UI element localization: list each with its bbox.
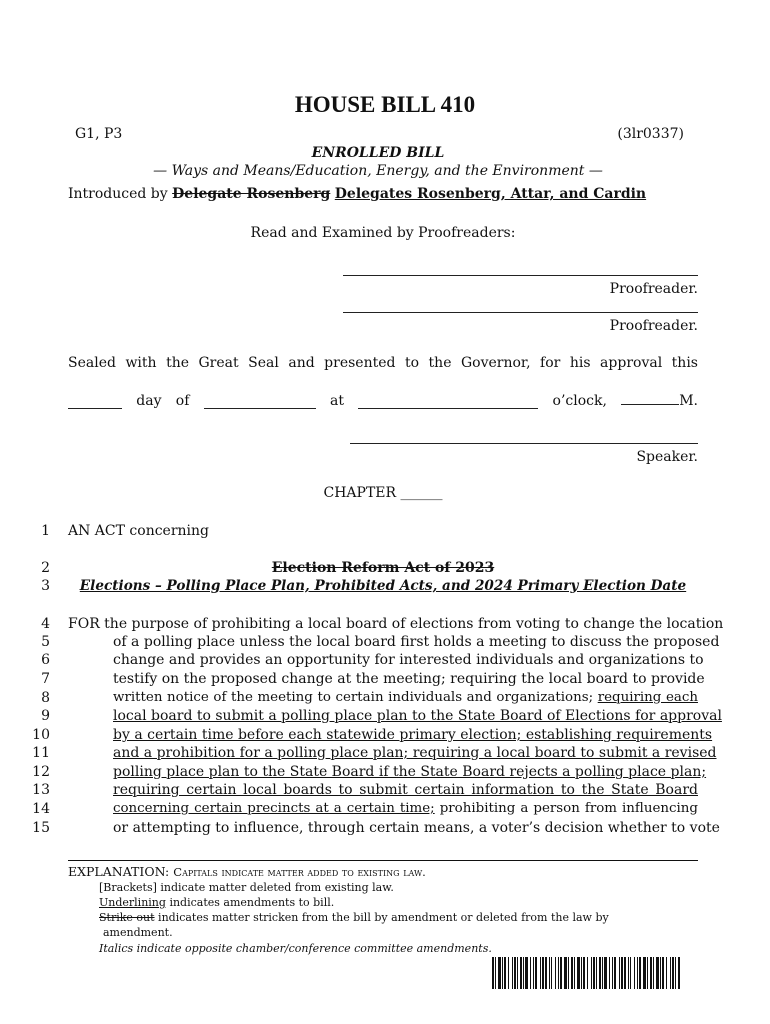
strikeout-desc: indicates matter stricken from the bill by amendment or deleted from the law by <box>158 911 609 924</box>
line-number: 1 <box>41 523 50 539</box>
draft-number: (3lr0337) <box>617 126 684 142</box>
amended-line: local board to submit a polling place plan to the State Board of Elections for approval <box>113 708 722 724</box>
line-number: 6 <box>41 652 50 668</box>
introduced-by-line <box>68 186 646 202</box>
introduced-prefix: Introduced by <box>68 186 168 202</box>
seal-word: for <box>540 355 561 371</box>
line-number: 11 <box>32 745 50 761</box>
seal-word: Seal <box>248 355 279 371</box>
added-sponsors: Delegates Rosenberg, Attar, and Cardin <box>334 186 647 202</box>
month-blank <box>204 396 316 409</box>
purpose-line: or attempting to influence, through certain means, a voter’s decision whether to vote <box>113 820 720 836</box>
explanation-label: EXPLANATION: <box>68 864 170 879</box>
seal-word: this <box>671 355 698 371</box>
day-blank <box>68 396 122 409</box>
amended-line: polling place plan to the State Board if the State Board rejects a polling place plan; <box>113 764 707 780</box>
explanation-strikeout-cont: amendment. <box>103 926 173 939</box>
plain-text: prohibiting a person from influencing <box>439 801 699 816</box>
oclock-label: o’clock, <box>552 393 607 409</box>
time-blank <box>358 396 538 409</box>
line-number: 10 <box>32 727 50 743</box>
seal-word: the <box>428 355 452 371</box>
seal-word: presented <box>324 355 396 371</box>
underlining-desc: indicates amendments to bill. <box>169 896 335 909</box>
purpose-line: change and provides an opportunity for interested individuals and organizations to <box>113 652 704 668</box>
strikeout-word: Strike out <box>99 911 155 924</box>
line-number: 8 <box>41 690 50 706</box>
barcode-icon <box>492 957 680 989</box>
amended-line: requiring certain local boards to submit certain information to the State Board <box>113 782 698 798</box>
struck-short-title: Election Reform Act of 2023 <box>271 560 495 576</box>
enrolled-bill-label: ENROLLED BILL <box>311 145 445 161</box>
seal-word: Great <box>198 355 239 371</box>
purpose-line: testify on the proposed change at the meeting; requiring the local board to provide <box>113 671 705 687</box>
seal-word: Sealed <box>68 355 116 371</box>
purpose-line <box>113 801 698 816</box>
seal-statement <box>68 355 698 371</box>
explanation-italics: Italics indicate opposite chamber/conference committee amendments. <box>99 942 492 955</box>
line-number: 12 <box>32 764 50 780</box>
bill-title: HOUSE BILL 410 <box>294 92 476 117</box>
seal-word: and <box>288 355 315 371</box>
meridiem-blank <box>621 392 679 405</box>
amended-text: concerning certain precincts at a certain time; <box>113 801 435 816</box>
footer-divider <box>68 860 698 861</box>
seal-word: the <box>166 355 189 371</box>
speaker-signature-line <box>350 443 698 444</box>
proofreader-label-1: Proofreader. <box>609 281 698 297</box>
of-label: of <box>175 393 190 409</box>
line-number: 13 <box>32 782 50 798</box>
line-number: 15 <box>32 820 50 836</box>
committee-line: — Ways and Means/Education, Energy, and the Environment — <box>153 163 603 179</box>
purpose-line <box>113 690 698 705</box>
explanation-strikeout <box>99 911 609 924</box>
proofreaders-heading: Read and Examined by Proofreaders: <box>250 225 516 241</box>
brackets-word: [Brackets] <box>99 881 157 894</box>
at-label: at <box>329 393 344 409</box>
proofreader-signature-line-2 <box>343 312 698 313</box>
explanation-capitals: Capitals indicate matter added to existing law. <box>173 865 426 879</box>
line-number: 3 <box>41 578 50 594</box>
seal-word: approval <box>600 355 663 371</box>
chapter-line: CHAPTER ______ <box>323 485 443 501</box>
seal-word: his <box>569 355 591 371</box>
plain-text: written notice of the meeting to certain individuals and organizations; <box>113 690 594 705</box>
explanation-heading <box>68 864 426 879</box>
proofreader-label-2: Proofreader. <box>609 318 698 334</box>
line-number: 4 <box>41 616 50 632</box>
new-short-title: Elections – Polling Place Plan, Prohibited Acts, and 2024 Primary Election Date <box>79 578 687 594</box>
seal-word: with <box>125 355 157 371</box>
seal-word: to <box>404 355 420 371</box>
explanation-brackets <box>99 881 394 894</box>
subject-codes: G1, P3 <box>75 126 123 142</box>
line-number: 14 <box>32 801 50 817</box>
purpose-line: of a polling place unless the local board first holds a meeting to discuss the proposed <box>113 634 720 650</box>
proofreader-signature-line-1 <box>343 275 698 276</box>
line-number: 7 <box>41 671 50 687</box>
underlining-word: Underlining <box>99 896 166 909</box>
speaker-label: Speaker. <box>636 449 698 465</box>
seal-word: Governor, <box>460 355 531 371</box>
m-label: M. <box>679 393 698 409</box>
brackets-desc: indicate matter deleted from existing law. <box>160 881 394 894</box>
day-label: day <box>136 393 162 409</box>
seal-date-line <box>68 392 698 409</box>
amended-line: and a prohibition for a polling place plan; requiring a local board to submit a revised <box>113 745 717 761</box>
line-number: 2 <box>41 560 50 576</box>
line-number: 5 <box>41 634 50 650</box>
act-concerning: AN ACT concerning <box>68 523 209 539</box>
explanation-underlining <box>99 896 334 909</box>
amended-line: by a certain time before each statewide primary election; establishing requirements <box>113 727 713 743</box>
struck-sponsor: Delegate Rosenberg <box>172 186 331 202</box>
amended-text: requiring each <box>597 690 698 705</box>
purpose-line: FOR the purpose of prohibiting a local board of elections from voting to change the location <box>68 616 724 632</box>
line-number: 9 <box>41 708 50 724</box>
